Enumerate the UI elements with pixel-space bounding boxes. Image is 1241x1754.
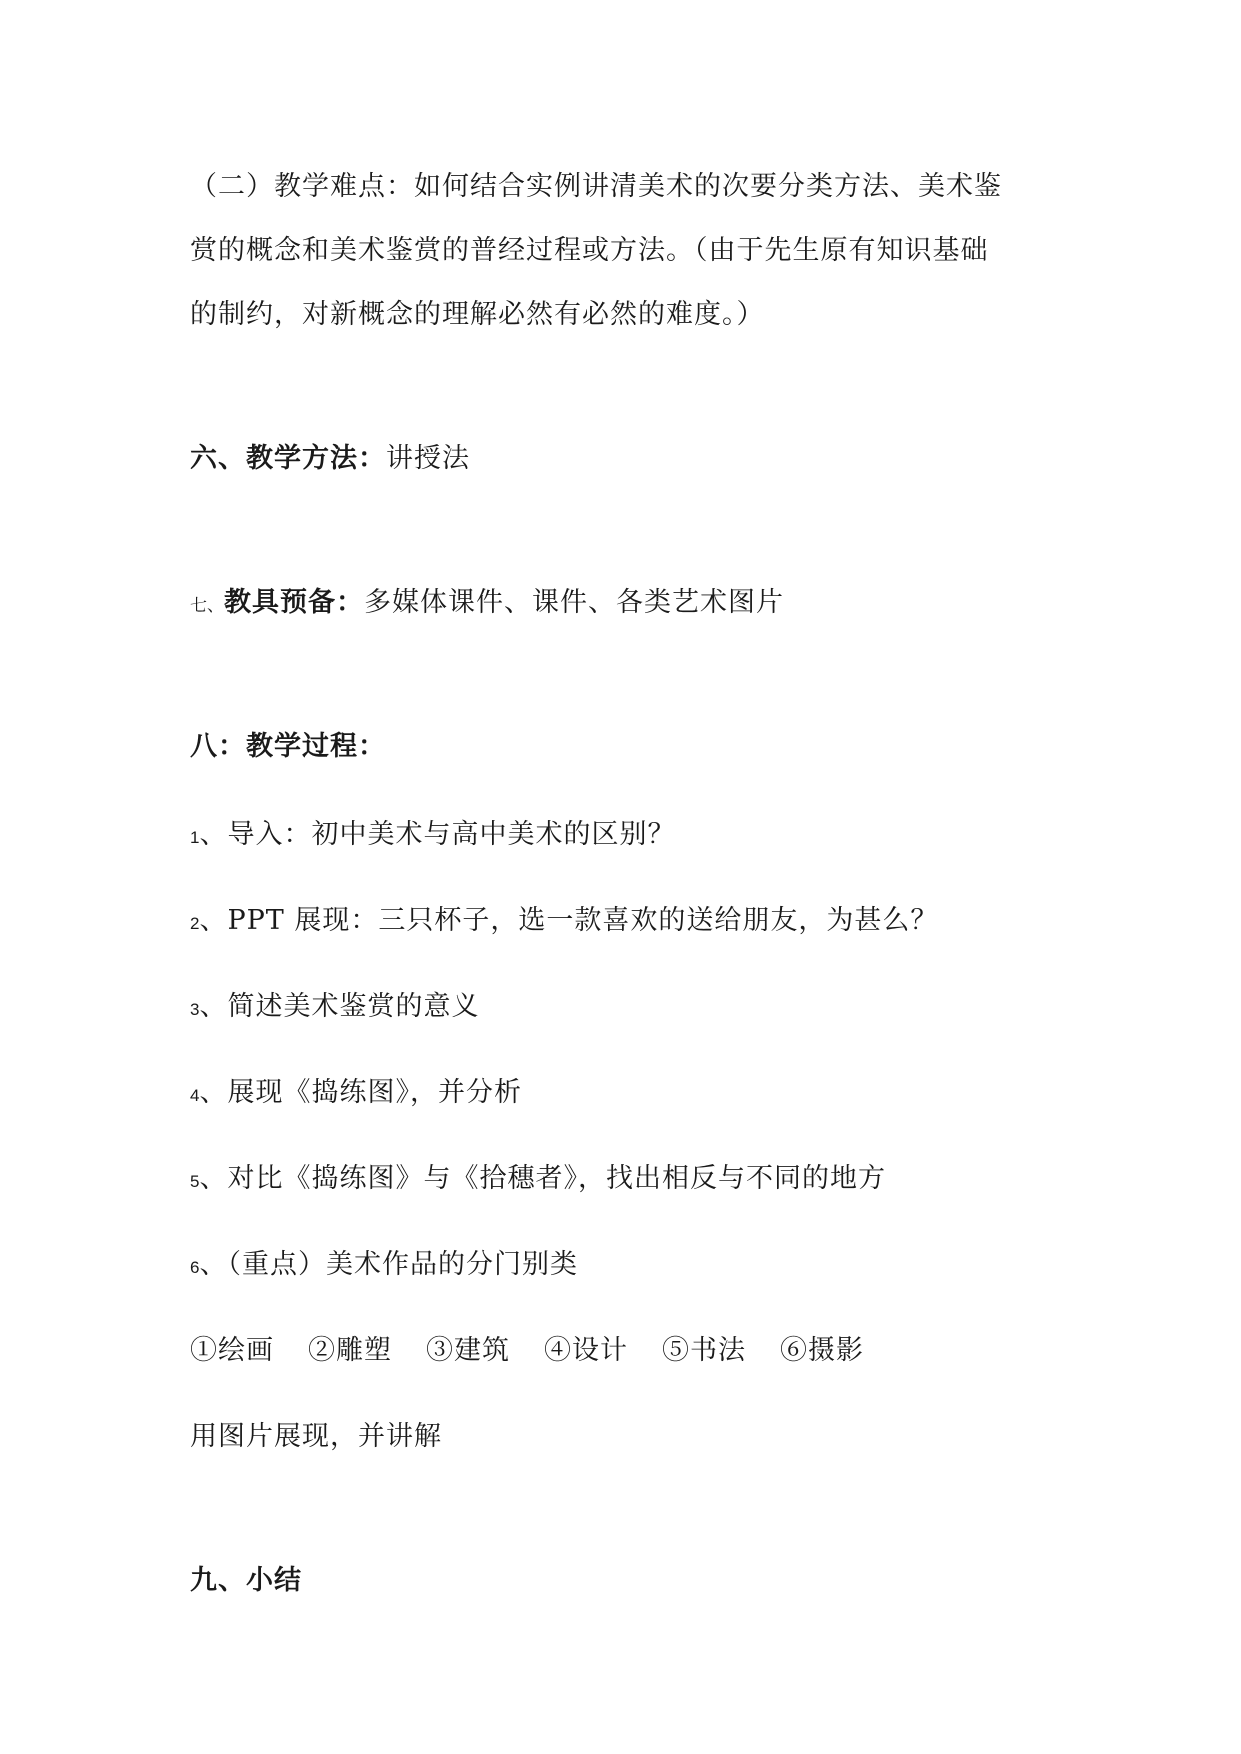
section-8-note: 用图片展现，并讲解	[190, 1421, 442, 1452]
list-item	[190, 987, 1070, 1030]
category-painting: ①绘画	[190, 1335, 274, 1366]
list-item-number: 5	[190, 1172, 200, 1191]
list-item-number: 2	[190, 914, 200, 933]
list-item-text: 、简述美术鉴赏的意义	[199, 991, 480, 1022]
list-item-number: 1	[190, 828, 200, 847]
list-item	[190, 1073, 1070, 1116]
section-6	[190, 439, 1070, 479]
section-7-heading: 教具预备：	[224, 587, 364, 618]
section-9-heading: 九、小结	[190, 1565, 302, 1596]
list-item	[190, 815, 1070, 858]
section-7	[190, 583, 1070, 626]
list-item-number: 3	[190, 1000, 200, 1019]
list-item	[190, 1245, 1070, 1288]
list-item-text: 、（重点）美术作品的分门别类	[199, 1249, 578, 1280]
category-design: ④设计	[544, 1335, 628, 1366]
category-architecture: ③建筑	[426, 1335, 510, 1366]
list-item-text: 、展现《捣练图》，并分析	[199, 1077, 522, 1108]
list-item-text: 、PPT 展现：三只杯子，选一款喜欢的送给朋友，为甚么？	[199, 905, 939, 936]
category-photography: ⑥摄影	[780, 1335, 864, 1366]
section-8-heading: 八：教学过程：	[190, 731, 386, 762]
list-item-number: 6	[190, 1258, 200, 1277]
section-7-value: 多媒体课件、课件、各类艺术图片	[364, 587, 784, 618]
difficulty-line-2: 赏的概念和美术鉴赏的普经过程或方法。（由于先生原有知识基础	[190, 235, 989, 266]
category-list	[190, 1331, 1070, 1371]
difficulty-line-1: （二）教学难点：如何结合实例讲清美术的次要分类方法、美术鉴	[190, 171, 1002, 202]
section-6-heading: 六、教学方法：	[190, 443, 386, 474]
list-item-number: 4	[190, 1086, 200, 1105]
list-item	[190, 901, 1070, 944]
section-7-prefix: 七、	[190, 596, 224, 615]
section-6-value: 讲授法	[386, 443, 470, 474]
difficulty-line-3: 的制约，对新概念的理解必然有必然的难度。）	[190, 299, 765, 330]
category-sculpture: ②雕塑	[308, 1335, 392, 1366]
list-item	[190, 1159, 1070, 1202]
category-calligraphy: ⑤书法	[662, 1335, 746, 1366]
list-item-text: 、对比《捣练图》与《拾穗者》，找出相反与不同的地方	[199, 1163, 886, 1194]
list-item-text: 、导入：初中美术与高中美术的区别？	[199, 819, 676, 850]
